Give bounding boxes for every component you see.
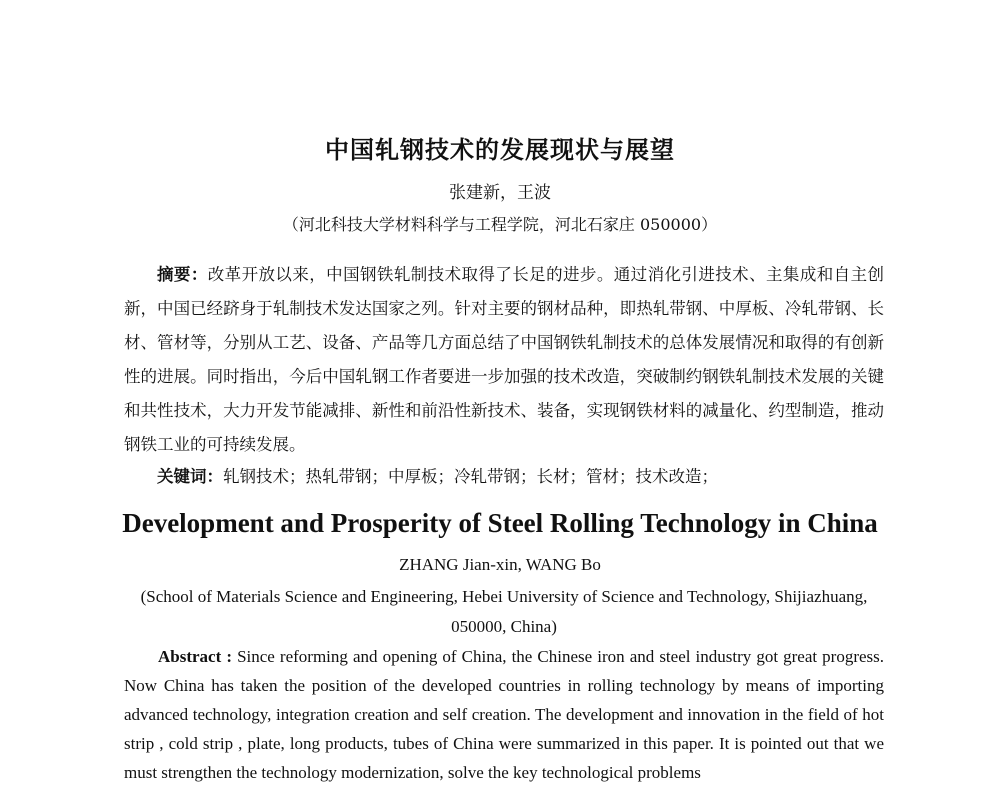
english-abstract-label: Abstract :	[158, 647, 232, 666]
english-abstract	[124, 642, 884, 787]
chinese-keywords-label: 关键词：	[157, 467, 223, 486]
english-authors: ZHANG Jian-xin, WANG Bo	[399, 555, 601, 574]
chinese-keywords-text: 轧钢技术；热轧带钢；中厚板；冷轧带钢；长材；管材；技术改造；	[223, 467, 718, 486]
chinese-abstract-text: 改革开放以来，中国钢铁轧制技术取得了长足的进步。通过消化引进技术、主集成和自主创新，中国已经跻身于轧制技术发达国家之列。针对主要的钢材品种，即热轧带钢、中厚板、冷轧带钢、长材、管材等，分别从工艺、设备、产品等几方面总结了中国钢铁轧制技术的总体发展情况和取得的有创新性的进展。同时指出，今后中国轧钢工作者要进一步加强的技术改造，突破制约钢铁轧制技术发展的关键和共性技术，大力开发节能减排、新性和前沿性新技术、装备，实现钢铁材料的减量化、约型制造，推动钢铁工业的可持续发展。	[124, 265, 884, 454]
chinese-abstract-label: 摘要：	[157, 265, 208, 284]
chinese-affiliation: （河北科技大学材料科学与工程学院，河北石家庄 050000）	[282, 215, 718, 234]
english-title: Development and Prosperity of Steel Rolling Technology in China	[122, 508, 878, 538]
english-abstract-text: Since reforming and opening of China, the Chinese iron and steel industry got great progress. Now China has taken the position of the developed countries in rolling technology by means of importing advanced technology, integration creation and self creation. The development and innovation in the field of hot strip , cold strip , plate, long products, tubes of China were summarized in this paper. It is pointed out that we must strengthen the technology modernization, solve the key technological problems	[124, 647, 885, 782]
chinese-authors: 张建新，王波	[449, 183, 551, 203]
chinese-title: 中国轧钢技术的发展现状与展望	[325, 136, 675, 164]
chinese-abstract	[124, 258, 884, 462]
chinese-keywords	[124, 460, 884, 494]
english-affiliation: (School of Materials Science and Engineering, Hebei University of Science and Technology, Shijiazhuang, 050000, China)	[140, 587, 868, 636]
